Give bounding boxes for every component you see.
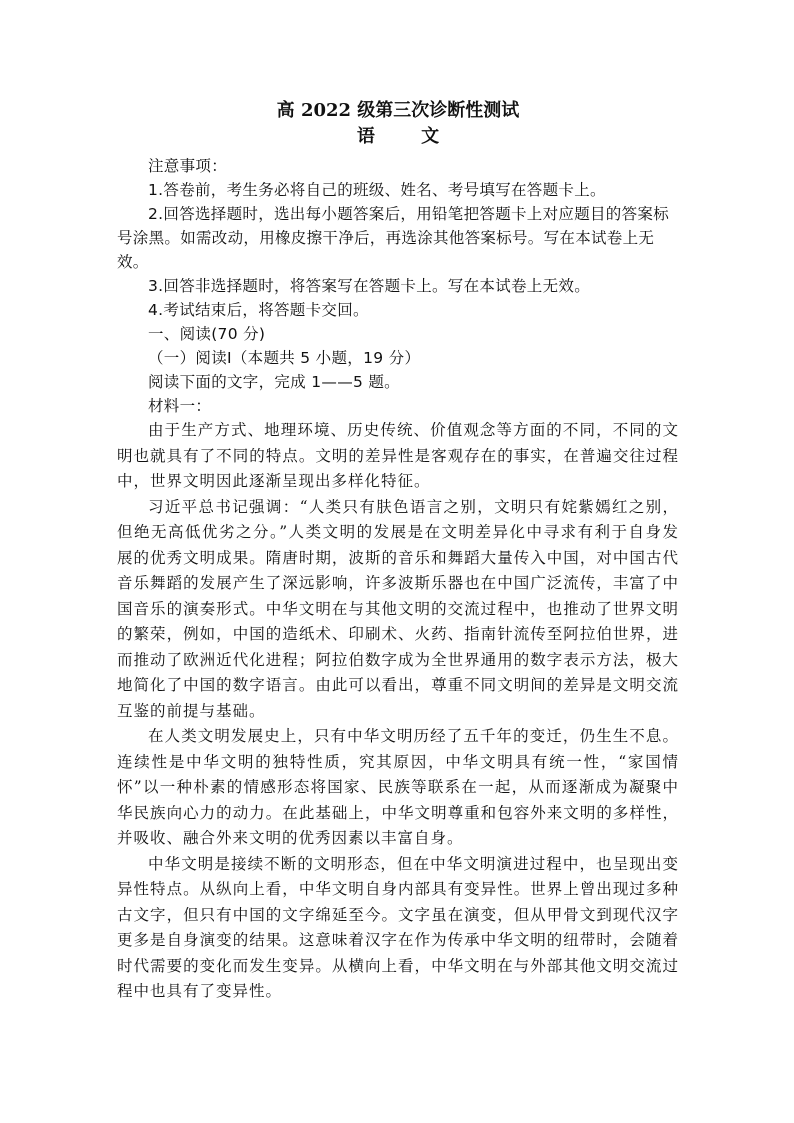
passage-paragraph: 习近平总书记强调：“人类只有肤色语言之别，文明只有姹紫嫣红之别，但绝无高低优劣之分。”人类文明的发展是在文明差异化中寻求有利于自身发展的优秀文明成果。隋唐时期，波斯的音乐和舞蹈大量传入中国，对中国古代音乐舞蹈的发展产生了深远影响，许多波斯乐器也在中国广泛流传，丰富了中国音乐的演奏形式。中华文明在与其他文明的交流过程中，也推动了世界文明的繁荣，例如，中国的造纸术、印刷术、火药、指南针流传至阿拉伯世界，进而推动了欧洲近代化进程；阿拉伯数字成为全世界通用的数字表示方法，极大地简化了中国的数字语言。由此可以看出，尊重不同文明间的差异是文明交流互鉴的前提与基础。 [117,497,679,720]
notice-item: 2.回答选择题时，选出每小题答案后，用铅笔把答题卡上对应题目的答案标号涂黑。如需改动，用橡皮擦干净后，再选涂其他答案标号。写在本试卷上无效。 [117,205,669,271]
section-subheading: （一）阅读Ⅰ（本题共 5 小题，19 分） [148,349,421,367]
passage-paragraph: 在人类文明发展史上，只有中华文明历经了五千年的变迁，仍生生不息。连续性是中华文明的独特性质，究其原因，中华文明具有统一性，“家国情怀”以一种朴素的情感形态将国家、民族等联系在一起，从而逐渐成为凝聚中华民族向心力的动力。在此基础上，中华文明尊重和包容外来文明的多样性，并吸收、融合外来文明的优秀因素以丰富自身。 [117,727,679,847]
reading-passage [117,418,679,1005]
notice-item: 4.考试结束后，将答题卡交回。 [148,301,369,319]
section-heading: 一、阅读(70 分) [148,325,266,343]
material-label: 材料一： [148,397,212,415]
subject-title [117,124,679,150]
notice-item: 3.回答非选择题时，将答案写在答题卡上。写在本试卷上无效。 [148,277,590,295]
notice-heading: 注意事项： [148,157,228,175]
page-content [117,98,679,1005]
subject-char-2: 文 [421,126,440,147]
section-header [117,322,679,418]
subject-char-1: 语 [356,126,375,147]
notice-item: 1.答卷前，考生务必将自己的班级、姓名、考号填写在答题卡上。 [148,181,606,199]
reading-instruction: 阅读下面的文字，完成 1——5 题。 [148,373,400,391]
passage-paragraph: 中华文明是接续不断的文明形态，但在中华文明演进过程中，也呈现出变异性特点。从纵向上看，中华文明自身内部具有变异性。世界上曾出现过多种古文字，但只有中国的文字绵延至今。文字虽在演变，但从甲骨文到现代汉字更多是自身演变的结果。这意味着汉字在作为传承中华文明的纽带时，会随着时代需要的变化而发生变异。从横向上看，中华文明在与外部其他文明交流过程中也具有了变异性。 [117,854,679,1000]
passage-paragraph: 由于生产方式、地理环境、历史传统、价值观念等方面的不同，不同的文明也就具有了不同的特点。文明的差异性是客观存在的事实，在普遍交往过程中，世界文明因此逐渐呈现出多样化特征。 [117,421,679,490]
exam-title: 高 2022 级第三次诊断性测试 [276,100,520,121]
notice-block [117,154,679,322]
